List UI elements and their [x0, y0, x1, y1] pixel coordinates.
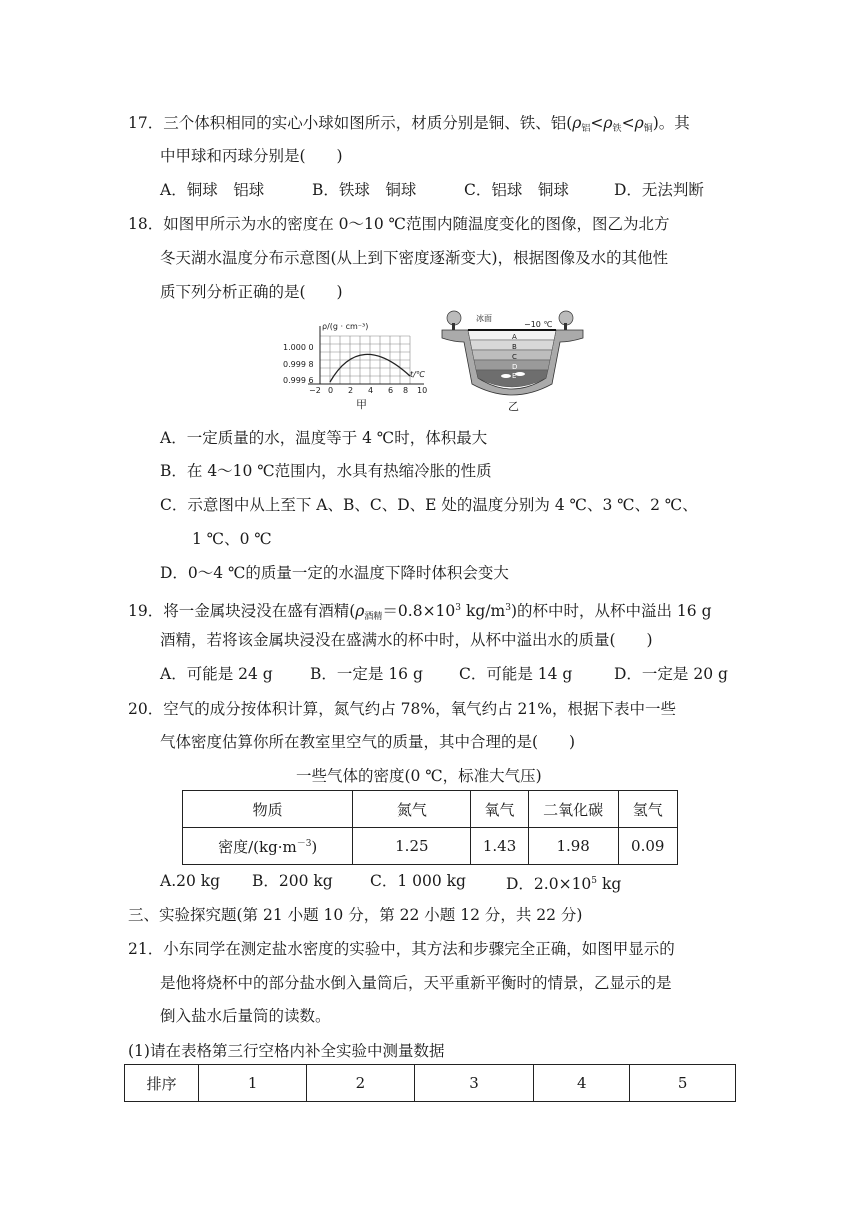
q20-option-a: A.20 kg: [160, 872, 221, 890]
q19-exp: 3: [455, 603, 462, 613]
q17-text: 17．三个体积相同的实心小球如图所示，材质分别是铜、铁、铝(: [128, 114, 573, 132]
q20-line1: 20．空气的成分按体积计算，氮气约占 78%，氧气约占 21%，根据下表中一些: [128, 700, 676, 718]
q20-table-title: 一些气体的密度(0 ℃，标准大气压): [296, 767, 542, 785]
q21-line3: 倒入盐水后量筒的读数。: [160, 1007, 331, 1025]
table-header: 2: [306, 1065, 414, 1102]
fig-jia-xtick: 10: [417, 386, 428, 395]
q17-option-c: C．铝球 铜球: [464, 181, 569, 199]
q20-line2: 气体密度估算你所在教室里空气的质量，其中合理的是( ): [160, 733, 576, 751]
q17-option-d: D．无法判断: [614, 181, 704, 199]
table-header: 5: [630, 1065, 736, 1102]
fig-yi-ice-label: 冰面: [476, 314, 492, 323]
table-cell: 1.98: [528, 828, 618, 865]
fig-jia-xtick: 6: [388, 386, 394, 395]
q20-option-b: B．200 kg: [252, 872, 333, 890]
table-cell: 1.25: [353, 828, 471, 865]
lt-sign: <: [590, 114, 604, 132]
section-3-heading: 三、实验探究题(第 21 小题 10 分，第 22 小题 12 分，共 22 分): [128, 906, 583, 924]
fig-yi-layer: E: [512, 372, 517, 380]
q19-option-a: A．可能是 24 g: [160, 665, 273, 683]
sub-alcohol: 酒精: [364, 612, 383, 622]
table-row: [125, 1065, 736, 1102]
fig-jia-xtick: −2: [309, 386, 321, 395]
q20-option-d: [506, 871, 621, 894]
sub-al: 铝: [581, 124, 591, 134]
q19-text: 19．将一金属块浸没在盛有酒精(: [128, 602, 356, 620]
row-label-exp: －3: [296, 838, 312, 849]
measurement-table: [124, 1064, 736, 1102]
q18-option-d: D．0～4 ℃的质量一定的水温度下降时体积会变大: [160, 564, 509, 582]
table-header: 3: [414, 1065, 534, 1102]
q20-option-d-exp: 5: [591, 876, 598, 886]
q18-option-b: B．在 4～10 ℃范围内，水具有热缩冷胀的性质: [160, 462, 492, 480]
row-label-text: 密度/(kg·m: [218, 837, 297, 856]
fig-jia-caption: 甲: [356, 398, 367, 411]
q17-option-a: A．铜球 铝球: [160, 181, 265, 199]
table-header: 排序: [125, 1065, 199, 1102]
fig-jia-ytick: 0.999 8: [283, 360, 314, 369]
rho-symbol: ρ: [355, 602, 365, 620]
rho-symbol: ρ: [634, 114, 644, 132]
q21-line2: 是他将烧杯中的部分盐水倒入量筒后，天平重新平衡时的情景，乙显示的是: [160, 974, 672, 992]
table-header: 氮气: [353, 791, 471, 828]
q20-option-d-text: D．2.0×10: [506, 875, 592, 893]
q19-option-c: C．可能是 14 g: [459, 665, 573, 683]
q20-option-c: C．1 000 kg: [370, 872, 466, 890]
q18-line1: 18．如图甲所示为水的密度在 0～10 ℃范围内随温度变化的图像，图乙为北方: [128, 215, 670, 233]
fig-jia-ytick: 0.999 6: [283, 376, 314, 385]
table-cell: 0.09: [618, 828, 678, 865]
q19-line2: 酒精，若将该金属块浸没在盛满水的杯中时，从杯中溢出水的质量( ): [160, 631, 653, 649]
q21-sub1: (1)请在表格第三行空格内补全实验中测量数据: [128, 1042, 445, 1060]
table-header: 物质: [183, 791, 353, 828]
fig-yi-layer: C: [512, 353, 517, 361]
table-header: 氧气: [471, 791, 528, 828]
fig-jia-xtick: 4: [368, 386, 374, 395]
gas-density-table: [182, 790, 678, 865]
table-row-label: [183, 828, 353, 865]
row-label-end: ): [311, 837, 318, 856]
q19-unit-exp: 3: [505, 603, 511, 613]
fig-yi-layer: D: [512, 363, 518, 371]
q20-option-d-unit: kg: [597, 875, 622, 893]
q19-option-d: D．一定是 20 g: [614, 665, 728, 683]
sub-fe: 铁: [612, 124, 622, 134]
table-header: 氢气: [618, 791, 678, 828]
rho-symbol: ρ: [603, 114, 613, 132]
table-header: 二氧化碳: [528, 791, 618, 828]
fig-yi-layer: A: [512, 333, 517, 341]
q18-option-c-line1: C．示意图中从上至下 A、B、C、D、E 处的温度分别为 4 ℃、3 ℃、2 ℃、: [160, 496, 698, 514]
q17-line2: 中甲球和丙球分别是( ): [160, 147, 343, 165]
q18-option-a: A．一定质量的水，温度等于 4 ℃时，体积最大: [160, 429, 488, 447]
table-row: [183, 791, 678, 828]
q21-line1: 21．小东同学在测定盐水密度的实验中，其方法和步骤完全正确，如图甲显示的: [128, 940, 675, 958]
q19-suffix: )的杯中时，从杯中溢出 16 g: [510, 602, 712, 620]
q17-option-b: B．铁球 铜球: [312, 181, 417, 199]
sub-cu: 铜: [643, 124, 653, 134]
q18-option-c-line2: 1 ℃、0 ℃: [192, 530, 272, 548]
table-header: 4: [534, 1065, 630, 1102]
fig-jia-ytick: 1.000 0: [283, 343, 314, 352]
fig-yi-layer: B: [512, 343, 517, 351]
q19-unit: kg/m: [461, 602, 506, 620]
q17-suffix: )。其: [652, 114, 690, 132]
fig-jia-ylabel: ρ/(g · cm⁻³): [322, 322, 369, 331]
q19-option-b: B．一定是 16 g: [310, 665, 423, 683]
rho-symbol: ρ: [572, 114, 582, 132]
q19-eq: ＝0.8×10: [382, 602, 456, 620]
table-cell: 1.43: [471, 828, 528, 865]
fig-jia-xtick: 0: [328, 386, 334, 395]
table-header: 1: [199, 1065, 307, 1102]
table-row: [183, 828, 678, 865]
q18-line3: 质下列分析正确的是( ): [160, 283, 343, 301]
fig-jia-xtick: 2: [348, 386, 354, 395]
q19-line1: [128, 598, 712, 627]
lt-sign: <: [621, 114, 635, 132]
fig-yi-caption: 乙: [508, 400, 519, 413]
fig-yi-temp-label: −10 ℃: [524, 320, 553, 329]
q17-line1: [128, 113, 690, 139]
fig-jia-xlabel: t/℃: [410, 370, 425, 379]
fig-jia-xtick: 8: [403, 386, 409, 395]
q18-line2: 冬天湖水温度分布示意图(从上到下密度逐渐变大)，根据图像及水的其他性: [160, 249, 669, 267]
